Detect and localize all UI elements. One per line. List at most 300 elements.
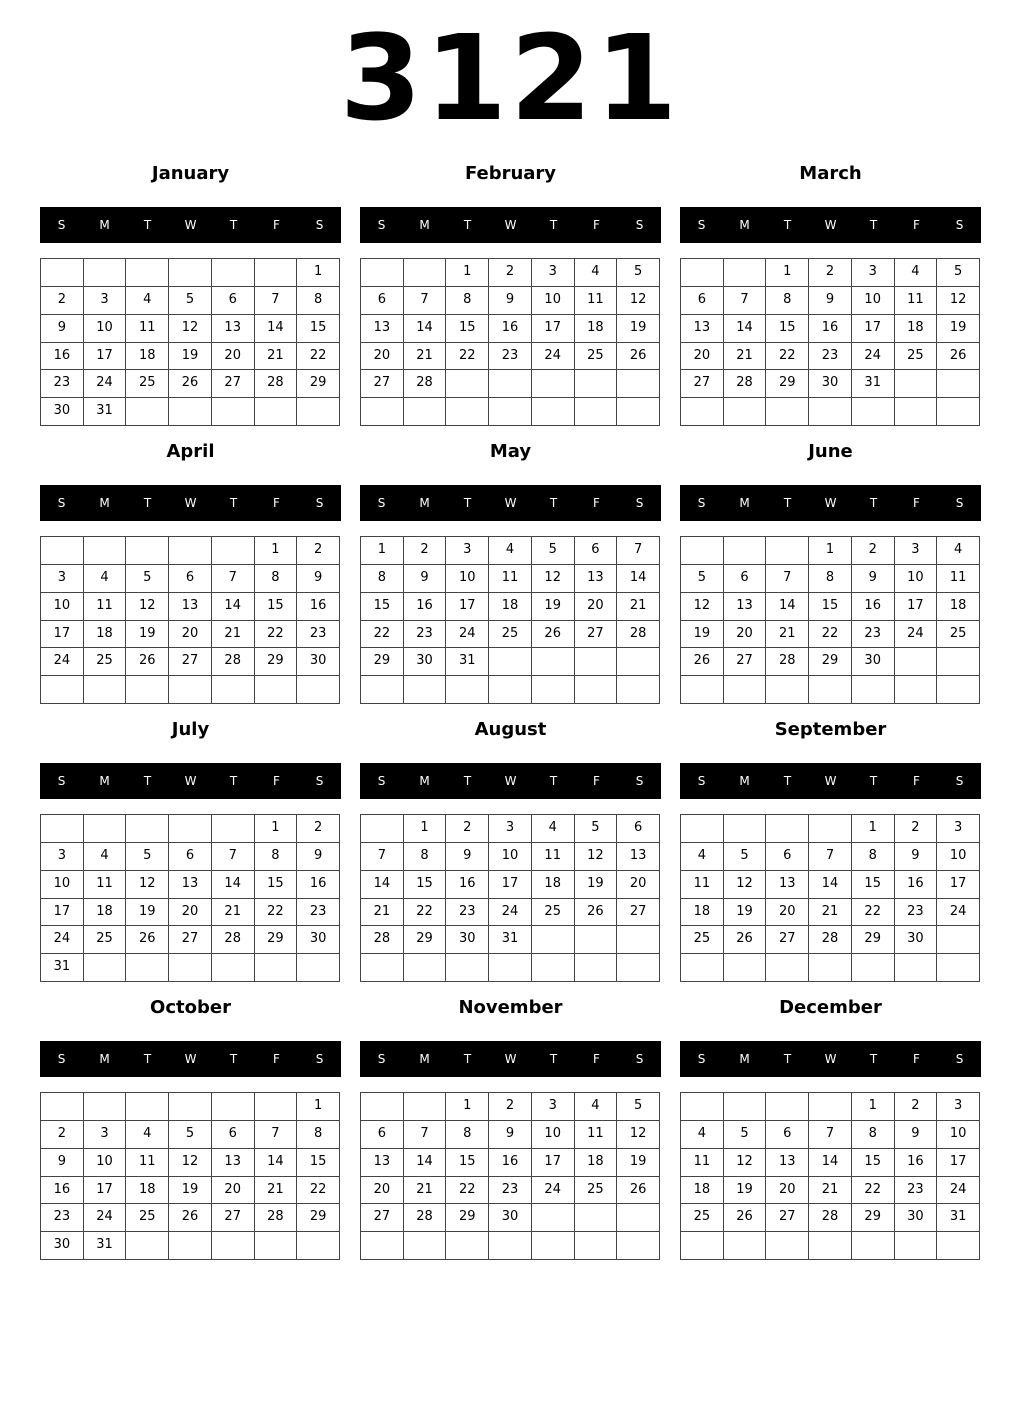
empty-day-cell bbox=[681, 676, 724, 704]
day-cell: 11 bbox=[575, 287, 618, 315]
empty-day-cell bbox=[255, 676, 298, 704]
weekday-header bbox=[40, 485, 341, 521]
weekday-label: S bbox=[955, 774, 964, 788]
weekday-label: M bbox=[419, 1052, 430, 1066]
day-cell: 29 bbox=[255, 926, 298, 954]
weekday-label: T bbox=[229, 774, 238, 788]
day-cell: 19 bbox=[575, 871, 618, 899]
day-cell: 11 bbox=[84, 593, 127, 621]
day-cell: 12 bbox=[724, 1149, 767, 1177]
weekday-label: M bbox=[739, 218, 750, 232]
weekday-label: S bbox=[315, 218, 324, 232]
empty-day-cell bbox=[169, 1093, 212, 1121]
day-cell: 25 bbox=[937, 621, 980, 649]
empty-day-cell bbox=[724, 398, 767, 426]
weekday-label: S bbox=[377, 774, 386, 788]
day-cell: 9 bbox=[895, 843, 938, 871]
day-cell: 24 bbox=[41, 926, 84, 954]
day-cell: 18 bbox=[84, 621, 127, 649]
day-cell: 30 bbox=[446, 926, 489, 954]
day-cell: 14 bbox=[255, 315, 298, 343]
day-cell: 27 bbox=[212, 370, 255, 398]
day-cell: 31 bbox=[489, 926, 532, 954]
day-cell: 5 bbox=[724, 843, 767, 871]
day-cell: 3 bbox=[895, 537, 938, 565]
day-cell: 25 bbox=[84, 926, 127, 954]
day-cell: 12 bbox=[532, 565, 575, 593]
day-cell: 4 bbox=[126, 1121, 169, 1149]
day-cell: 10 bbox=[532, 1121, 575, 1149]
day-cell: 22 bbox=[297, 1177, 340, 1205]
empty-day-cell bbox=[361, 954, 404, 982]
day-cell: 17 bbox=[852, 315, 895, 343]
empty-day-cell bbox=[532, 926, 575, 954]
day-cell: 26 bbox=[169, 370, 212, 398]
empty-day-cell bbox=[489, 676, 532, 704]
day-cell: 21 bbox=[724, 343, 767, 371]
day-cell: 1 bbox=[255, 537, 298, 565]
day-cell: 5 bbox=[617, 259, 660, 287]
empty-day-cell bbox=[255, 398, 298, 426]
empty-day-cell bbox=[446, 398, 489, 426]
weekday-label: W bbox=[824, 218, 837, 232]
day-cell: 6 bbox=[169, 843, 212, 871]
empty-day-cell bbox=[255, 1093, 298, 1121]
day-cell: 17 bbox=[41, 621, 84, 649]
day-cell: 16 bbox=[297, 871, 340, 899]
day-cell: 8 bbox=[766, 287, 809, 315]
day-cell: 2 bbox=[41, 1121, 84, 1149]
empty-day-cell bbox=[126, 1232, 169, 1260]
empty-day-cell bbox=[766, 954, 809, 982]
weekday-label: T bbox=[143, 218, 152, 232]
day-cell: 30 bbox=[852, 648, 895, 676]
day-cell: 31 bbox=[41, 954, 84, 982]
day-cell: 7 bbox=[766, 565, 809, 593]
day-cell: 3 bbox=[41, 843, 84, 871]
day-cell: 18 bbox=[895, 315, 938, 343]
day-cell: 3 bbox=[84, 287, 127, 315]
empty-day-cell bbox=[809, 954, 852, 982]
day-cell: 25 bbox=[575, 343, 618, 371]
day-cell: 10 bbox=[852, 287, 895, 315]
day-cell: 26 bbox=[617, 1177, 660, 1205]
day-cell: 18 bbox=[681, 1177, 724, 1205]
day-cell: 10 bbox=[84, 1149, 127, 1177]
day-cell: 24 bbox=[895, 621, 938, 649]
day-cell: 2 bbox=[297, 815, 340, 843]
day-grid bbox=[680, 1092, 980, 1260]
day-cell: 30 bbox=[895, 926, 938, 954]
empty-day-cell bbox=[169, 259, 212, 287]
empty-day-cell bbox=[895, 370, 938, 398]
day-grid bbox=[680, 536, 980, 704]
day-cell: 30 bbox=[404, 648, 447, 676]
day-cell: 28 bbox=[617, 621, 660, 649]
day-cell: 7 bbox=[617, 537, 660, 565]
empty-day-cell bbox=[937, 398, 980, 426]
day-cell: 20 bbox=[617, 871, 660, 899]
day-cell: 27 bbox=[361, 370, 404, 398]
day-cell: 16 bbox=[297, 593, 340, 621]
day-cell: 15 bbox=[852, 871, 895, 899]
day-cell: 19 bbox=[169, 343, 212, 371]
day-cell: 23 bbox=[404, 621, 447, 649]
day-cell: 23 bbox=[809, 343, 852, 371]
weekday-header bbox=[360, 207, 661, 243]
day-cell: 6 bbox=[681, 287, 724, 315]
day-cell: 11 bbox=[126, 315, 169, 343]
day-cell: 29 bbox=[809, 648, 852, 676]
weekday-label: S bbox=[57, 1052, 66, 1066]
day-cell: 8 bbox=[404, 843, 447, 871]
day-cell: 27 bbox=[575, 621, 618, 649]
day-cell: 12 bbox=[937, 287, 980, 315]
day-cell: 27 bbox=[766, 1204, 809, 1232]
month-name: November bbox=[458, 997, 563, 1018]
weekday-header bbox=[680, 207, 981, 243]
day-cell: 18 bbox=[575, 315, 618, 343]
day-cell: 5 bbox=[724, 1121, 767, 1149]
day-cell: 16 bbox=[446, 871, 489, 899]
day-cell: 26 bbox=[724, 1204, 767, 1232]
weekday-header bbox=[360, 485, 661, 521]
day-cell: 26 bbox=[532, 621, 575, 649]
weekday-label: F bbox=[913, 496, 920, 510]
day-cell: 1 bbox=[297, 1093, 340, 1121]
empty-day-cell bbox=[937, 1232, 980, 1260]
weekday-label: M bbox=[739, 496, 750, 510]
weekday-label: M bbox=[99, 774, 110, 788]
day-cell: 28 bbox=[404, 370, 447, 398]
weekday-header bbox=[40, 207, 341, 243]
weekday-label: S bbox=[57, 774, 66, 788]
day-cell: 28 bbox=[255, 1204, 298, 1232]
day-cell: 9 bbox=[489, 287, 532, 315]
day-cell: 29 bbox=[446, 1204, 489, 1232]
day-cell: 6 bbox=[575, 537, 618, 565]
day-cell: 8 bbox=[446, 1121, 489, 1149]
day-cell: 14 bbox=[255, 1149, 298, 1177]
day-cell: 6 bbox=[169, 565, 212, 593]
empty-day-cell bbox=[404, 259, 447, 287]
day-cell: 28 bbox=[212, 926, 255, 954]
day-cell: 3 bbox=[937, 1093, 980, 1121]
day-cell: 19 bbox=[532, 593, 575, 621]
weekday-label: T bbox=[143, 496, 152, 510]
day-cell: 28 bbox=[766, 648, 809, 676]
weekday-label: S bbox=[635, 774, 644, 788]
weekday-label: F bbox=[273, 1052, 280, 1066]
day-cell: 28 bbox=[809, 926, 852, 954]
month-name: February bbox=[464, 163, 557, 184]
day-cell: 21 bbox=[404, 1177, 447, 1205]
empty-day-cell bbox=[404, 1232, 447, 1260]
day-cell: 25 bbox=[681, 926, 724, 954]
weekday-label: S bbox=[955, 1052, 964, 1066]
day-cell: 6 bbox=[766, 843, 809, 871]
day-cell: 3 bbox=[41, 565, 84, 593]
empty-day-cell bbox=[937, 648, 980, 676]
day-cell: 17 bbox=[446, 593, 489, 621]
day-cell: 8 bbox=[255, 843, 298, 871]
empty-day-cell bbox=[724, 1232, 767, 1260]
day-cell: 24 bbox=[852, 343, 895, 371]
day-cell: 13 bbox=[361, 315, 404, 343]
day-cell: 8 bbox=[297, 287, 340, 315]
weekday-label: F bbox=[593, 774, 600, 788]
weekday-label: W bbox=[504, 218, 517, 232]
day-cell: 31 bbox=[446, 648, 489, 676]
day-cell: 30 bbox=[41, 1232, 84, 1260]
day-cell: 14 bbox=[212, 593, 255, 621]
day-cell: 23 bbox=[41, 1204, 84, 1232]
day-cell: 4 bbox=[489, 537, 532, 565]
day-cell: 25 bbox=[532, 899, 575, 927]
day-cell: 22 bbox=[809, 621, 852, 649]
day-cell: 25 bbox=[489, 621, 532, 649]
day-cell: 19 bbox=[126, 899, 169, 927]
day-cell: 13 bbox=[681, 315, 724, 343]
empty-day-cell bbox=[617, 1232, 660, 1260]
day-cell: 23 bbox=[489, 343, 532, 371]
day-cell: 7 bbox=[361, 843, 404, 871]
day-cell: 6 bbox=[212, 1121, 255, 1149]
day-cell: 1 bbox=[446, 1093, 489, 1121]
day-cell: 12 bbox=[575, 843, 618, 871]
day-cell: 27 bbox=[169, 648, 212, 676]
day-cell: 9 bbox=[297, 843, 340, 871]
day-cell: 9 bbox=[41, 315, 84, 343]
weekday-label: S bbox=[955, 496, 964, 510]
day-cell: 3 bbox=[532, 259, 575, 287]
day-cell: 18 bbox=[489, 593, 532, 621]
day-cell: 19 bbox=[617, 1149, 660, 1177]
day-cell: 13 bbox=[766, 1149, 809, 1177]
day-cell: 9 bbox=[446, 843, 489, 871]
month-name: April bbox=[166, 441, 215, 462]
empty-day-cell bbox=[361, 398, 404, 426]
empty-day-cell bbox=[575, 648, 618, 676]
day-cell: 14 bbox=[809, 1149, 852, 1177]
day-cell: 28 bbox=[255, 370, 298, 398]
day-cell: 7 bbox=[724, 287, 767, 315]
weekday-label: S bbox=[635, 1052, 644, 1066]
day-cell: 14 bbox=[404, 315, 447, 343]
day-cell: 10 bbox=[937, 1121, 980, 1149]
weekday-label: W bbox=[504, 1052, 517, 1066]
empty-day-cell bbox=[169, 1232, 212, 1260]
day-cell: 25 bbox=[575, 1177, 618, 1205]
empty-day-cell bbox=[212, 815, 255, 843]
empty-day-cell bbox=[126, 676, 169, 704]
day-cell: 8 bbox=[852, 1121, 895, 1149]
empty-day-cell bbox=[169, 954, 212, 982]
empty-day-cell bbox=[575, 398, 618, 426]
weekday-label: T bbox=[783, 1052, 792, 1066]
day-cell: 22 bbox=[404, 899, 447, 927]
empty-day-cell bbox=[255, 954, 298, 982]
weekday-label: T bbox=[463, 774, 472, 788]
day-cell: 19 bbox=[937, 315, 980, 343]
empty-day-cell bbox=[852, 398, 895, 426]
day-cell: 20 bbox=[169, 899, 212, 927]
day-cell: 18 bbox=[84, 899, 127, 927]
day-cell: 25 bbox=[84, 648, 127, 676]
weekday-label: T bbox=[869, 1052, 878, 1066]
empty-day-cell bbox=[724, 537, 767, 565]
weekday-label: W bbox=[824, 774, 837, 788]
weekday-label: F bbox=[913, 774, 920, 788]
day-cell: 8 bbox=[361, 565, 404, 593]
day-cell: 12 bbox=[169, 315, 212, 343]
day-cell: 15 bbox=[255, 871, 298, 899]
day-cell: 22 bbox=[766, 343, 809, 371]
weekday-label: S bbox=[635, 496, 644, 510]
day-cell: 4 bbox=[937, 537, 980, 565]
day-cell: 31 bbox=[84, 398, 127, 426]
day-cell: 5 bbox=[169, 1121, 212, 1149]
weekday-label: S bbox=[955, 218, 964, 232]
empty-day-cell bbox=[575, 370, 618, 398]
day-cell: 9 bbox=[895, 1121, 938, 1149]
day-cell: 21 bbox=[361, 899, 404, 927]
day-cell: 15 bbox=[404, 871, 447, 899]
day-cell: 15 bbox=[852, 1149, 895, 1177]
weekday-label: T bbox=[549, 496, 558, 510]
day-cell: 27 bbox=[681, 370, 724, 398]
day-cell: 27 bbox=[617, 899, 660, 927]
empty-day-cell bbox=[41, 1093, 84, 1121]
day-cell: 1 bbox=[361, 537, 404, 565]
empty-day-cell bbox=[532, 676, 575, 704]
day-cell: 21 bbox=[809, 899, 852, 927]
empty-day-cell bbox=[809, 1093, 852, 1121]
day-cell: 24 bbox=[84, 370, 127, 398]
day-grid bbox=[40, 1092, 340, 1260]
day-cell: 7 bbox=[255, 287, 298, 315]
weekday-header bbox=[680, 1041, 981, 1077]
day-cell: 3 bbox=[446, 537, 489, 565]
day-cell: 2 bbox=[446, 815, 489, 843]
empty-day-cell bbox=[126, 815, 169, 843]
day-cell: 14 bbox=[809, 871, 852, 899]
day-cell: 20 bbox=[212, 343, 255, 371]
day-cell: 26 bbox=[681, 648, 724, 676]
day-cell: 30 bbox=[297, 648, 340, 676]
day-cell: 17 bbox=[41, 899, 84, 927]
day-cell: 23 bbox=[446, 899, 489, 927]
day-cell: 26 bbox=[126, 926, 169, 954]
empty-day-cell bbox=[169, 815, 212, 843]
empty-day-cell bbox=[895, 648, 938, 676]
weekday-label: T bbox=[549, 774, 558, 788]
day-cell: 7 bbox=[404, 287, 447, 315]
empty-day-cell bbox=[532, 954, 575, 982]
empty-day-cell bbox=[937, 676, 980, 704]
day-cell: 7 bbox=[404, 1121, 447, 1149]
day-cell: 28 bbox=[361, 926, 404, 954]
day-grid bbox=[360, 536, 660, 704]
empty-day-cell bbox=[724, 954, 767, 982]
weekday-label: M bbox=[739, 1052, 750, 1066]
year-title: 3121 bbox=[339, 9, 681, 147]
empty-day-cell bbox=[255, 259, 298, 287]
day-cell: 2 bbox=[852, 537, 895, 565]
empty-day-cell bbox=[297, 954, 340, 982]
day-cell: 2 bbox=[809, 259, 852, 287]
day-cell: 6 bbox=[724, 565, 767, 593]
day-cell: 20 bbox=[766, 899, 809, 927]
weekday-label: T bbox=[229, 496, 238, 510]
empty-day-cell bbox=[809, 815, 852, 843]
empty-day-cell bbox=[532, 398, 575, 426]
day-cell: 21 bbox=[255, 343, 298, 371]
empty-day-cell bbox=[724, 1093, 767, 1121]
day-cell: 10 bbox=[489, 843, 532, 871]
month-name: May bbox=[489, 441, 532, 462]
day-cell: 5 bbox=[575, 815, 618, 843]
day-cell: 4 bbox=[895, 259, 938, 287]
weekday-label: T bbox=[783, 774, 792, 788]
day-grid bbox=[360, 258, 660, 426]
day-cell: 23 bbox=[297, 899, 340, 927]
day-cell: 5 bbox=[681, 565, 724, 593]
empty-day-cell bbox=[681, 398, 724, 426]
weekday-label: T bbox=[869, 218, 878, 232]
weekday-label: M bbox=[739, 774, 750, 788]
day-cell: 9 bbox=[404, 565, 447, 593]
day-cell: 7 bbox=[809, 843, 852, 871]
day-cell: 24 bbox=[489, 899, 532, 927]
day-cell: 2 bbox=[489, 1093, 532, 1121]
day-cell: 16 bbox=[852, 593, 895, 621]
day-cell: 2 bbox=[895, 815, 938, 843]
day-cell: 18 bbox=[126, 343, 169, 371]
empty-day-cell bbox=[681, 1232, 724, 1260]
day-cell: 13 bbox=[212, 315, 255, 343]
empty-day-cell bbox=[617, 1204, 660, 1232]
weekday-label: M bbox=[419, 496, 430, 510]
day-cell: 4 bbox=[575, 1093, 618, 1121]
day-cell: 16 bbox=[895, 1149, 938, 1177]
empty-day-cell bbox=[489, 398, 532, 426]
empty-day-cell bbox=[617, 398, 660, 426]
day-cell: 13 bbox=[575, 565, 618, 593]
weekday-header bbox=[360, 1041, 661, 1077]
empty-day-cell bbox=[255, 1232, 298, 1260]
day-cell: 4 bbox=[532, 815, 575, 843]
empty-day-cell bbox=[126, 1093, 169, 1121]
weekday-header bbox=[360, 763, 661, 799]
empty-day-cell bbox=[404, 398, 447, 426]
day-cell: 25 bbox=[126, 370, 169, 398]
day-cell: 11 bbox=[532, 843, 575, 871]
weekday-label: M bbox=[99, 1052, 110, 1066]
empty-day-cell bbox=[766, 1232, 809, 1260]
day-cell: 24 bbox=[532, 343, 575, 371]
weekday-header bbox=[680, 763, 981, 799]
day-cell: 6 bbox=[361, 1121, 404, 1149]
day-cell: 20 bbox=[766, 1177, 809, 1205]
empty-day-cell bbox=[84, 815, 127, 843]
weekday-header bbox=[680, 485, 981, 521]
day-cell: 13 bbox=[724, 593, 767, 621]
empty-day-cell bbox=[361, 1232, 404, 1260]
day-cell: 21 bbox=[212, 621, 255, 649]
month-name: March bbox=[799, 163, 862, 184]
empty-day-cell bbox=[446, 370, 489, 398]
